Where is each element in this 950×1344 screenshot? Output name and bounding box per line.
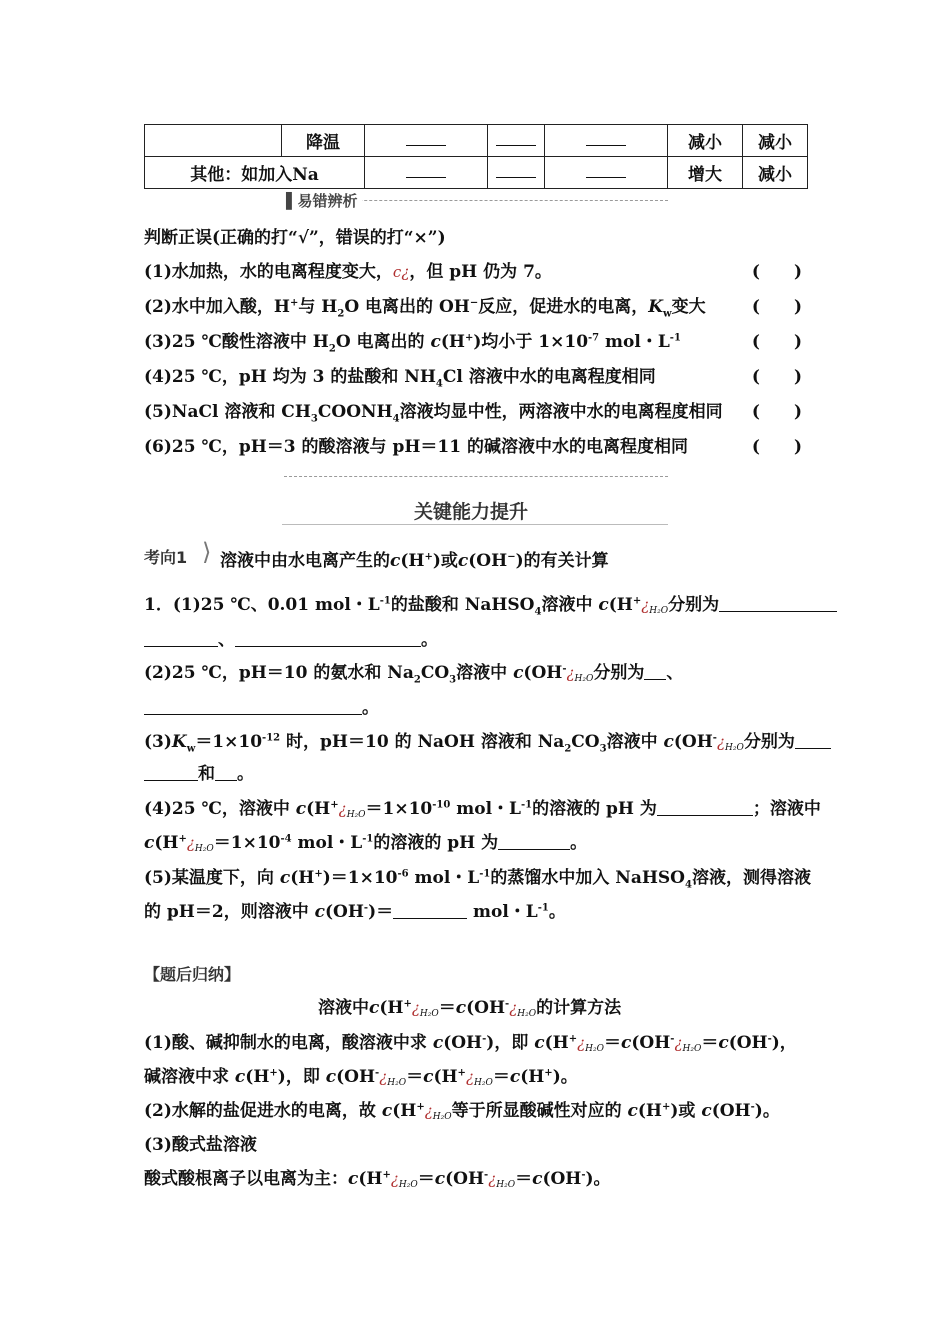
question-line: (5)某温度下，向 $c(H^+)=1\times 10^{-6}$ mol・$L^{-1}$的蒸馏水中加入 NaHSO$_4$溶液，测得溶液 bbox=[144, 868, 811, 891]
table-cell bbox=[145, 125, 282, 157]
summary-line: (2)水解的盐促进水的电离，故 c(H+¿H₂O等于所显酸碱性对应的 c(H+)或 c(OH-)。 bbox=[144, 1101, 780, 1122]
question-line: $(3)K_w=1\times 10^{-12}$ 时，pH＝10 的 NaOH 溶液和 $Na_2CO_3$溶液中 c(OH-¿H₂O分别为 bbox=[144, 730, 808, 760]
bracket-icon: ⟩ bbox=[202, 538, 212, 566]
heading-underline bbox=[282, 524, 668, 525]
table-row bbox=[145, 125, 808, 157]
summary-tag: 【题后归纳】 bbox=[144, 965, 241, 984]
kaoxiang-title: 溶液中由水电离产生的c(H+)或c(OH−)的有关计算 bbox=[220, 551, 609, 571]
question-line: 1．(1)25 ℃、0.01 mol・$L^{-1}$的盐酸和 NaHSO$_4$溶液中 c(H+¿H₂O分别为 bbox=[144, 593, 808, 623]
list-item: (4)25 ℃，pH 均为 3 的盐酸和 $NH_4Cl$ 溶液中水的电离程度相同 ( ) bbox=[144, 367, 802, 390]
summary-line: (3)酸式盐溶液 bbox=[144, 1135, 257, 1155]
table-row bbox=[145, 157, 808, 189]
list-item: (3)25 ℃酸性溶液中 $H_2O$ 电离出的 c(H+)均小于 $1\times 10^{-7}$ mol・$L^{-1}$ ( ) bbox=[144, 332, 802, 355]
table-cell bbox=[545, 125, 668, 157]
summary-line: (1)酸、碱抑制水的电离，酸溶液中求 c(OH-)，即 c(H+¿H₂O＝c(OH-¿H₂O＝c(OH-)， bbox=[144, 1033, 797, 1054]
table-cell: 减小 bbox=[743, 157, 808, 189]
list-item: (5)NaCl 溶液和 $CH_3COONH_4$溶液均显中性，两溶液中水的电离程度相同 ( ) bbox=[144, 402, 802, 425]
question-line: 的 pH＝2，则溶液中 c(OH-)＝ mol・$L^{-1}$。 bbox=[144, 902, 566, 922]
table-cell bbox=[545, 157, 668, 189]
list-item: (2)水中加入酸，H+与 $H_2O$ 电离出的 OH−反应，促进水的电离，$K_w$变大 ( ) bbox=[144, 297, 802, 320]
summary-line: 酸式酸根离子以电离为主：c(H+¿H₂O＝c(OH-¿H₂O＝c(OH-)。 bbox=[144, 1169, 611, 1190]
summary-title: 溶液中c(H+¿H₂O＝c(OH-¿H₂O的计算方法 bbox=[318, 998, 622, 1019]
question-line: (4)25 ℃，溶液中 $c(H^+¿H_2O=1\times 10^{-10}$ mol・$L^{-1}$的溶液的 pH 为 ；溶液中 bbox=[144, 799, 821, 820]
table-cell: 增大 bbox=[668, 157, 743, 189]
table-cell bbox=[365, 157, 488, 189]
section-heading: 关键能力提升 bbox=[408, 497, 534, 524]
table-cell: 减小 bbox=[668, 125, 743, 157]
section-divider bbox=[284, 476, 668, 477]
ionization-table bbox=[144, 124, 808, 189]
table-cell: 其他：如加入Na bbox=[145, 157, 365, 189]
question-line: 和 。 bbox=[144, 762, 808, 786]
section-tag: ▌易错辨析 bbox=[282, 190, 362, 211]
question-line: $c(H^+¿H_2O=1\times 10^{-4}$ mol・$L^{-1}$的溶液的 pH 为 。 bbox=[144, 833, 588, 854]
list-item: (1)水加热，水的电离程度变大，c¿，但 pH 仍为 7。 ( ) bbox=[144, 262, 802, 282]
table-cell bbox=[488, 125, 545, 157]
list-item: (6)25 ℃，pH＝3 的酸溶液与 pH＝11 的碱溶液中水的电离程度相同 ( ) bbox=[144, 437, 802, 457]
question-line: (2)25 ℃，pH＝10 的氨水和 $Na_2CO_3$溶液中 c(OH-¿H₂O分别为 、 bbox=[144, 663, 684, 686]
section-title: 判断正误(正确的打“√”，错误的打“×”) bbox=[144, 228, 446, 248]
table-cell bbox=[365, 125, 488, 157]
table-cell: 减小 bbox=[743, 125, 808, 157]
table-cell: 降温 bbox=[282, 125, 365, 157]
table-cell bbox=[488, 157, 545, 189]
question-line: 、 。 bbox=[144, 628, 808, 652]
question-line: 。 bbox=[144, 696, 808, 720]
summary-line: 碱溶液中求 c(H+)，即 c(OH-¿H₂O＝c(H+¿H₂O＝c(H+)。 bbox=[144, 1067, 578, 1088]
kaoxiang-tag: 考向1 bbox=[144, 548, 188, 567]
